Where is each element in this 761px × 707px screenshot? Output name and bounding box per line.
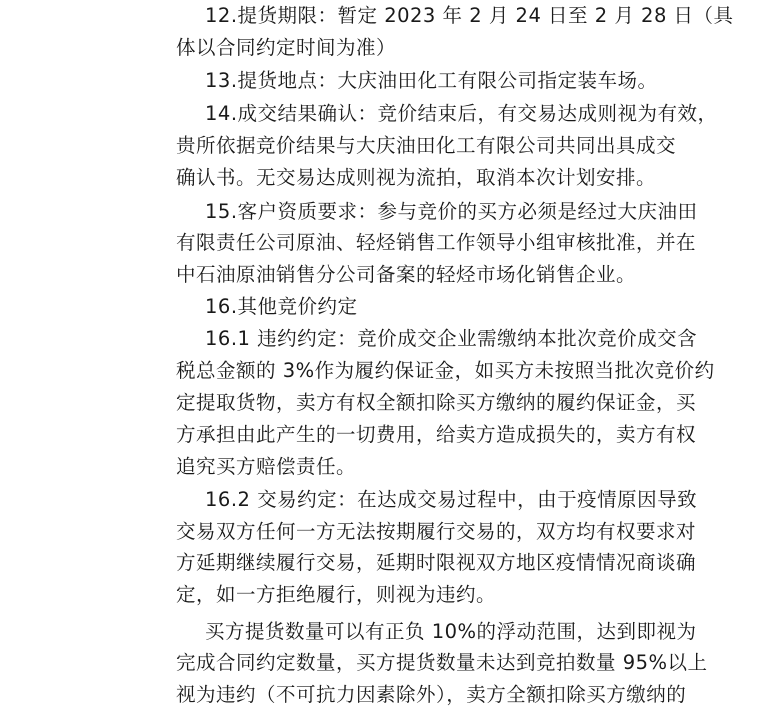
text-line: 定提取货物，卖方有权全额扣除买方缴纳的履约保证金，买 <box>176 391 697 414</box>
text-line: 税总金额的 3%作为履约保证金，如买方未按照当批次竞价约 <box>176 359 715 382</box>
text-line: 12.提货期限：暂定 2023 年 2 月 24 日至 2 月 28 日（具 <box>205 4 734 27</box>
section-heading: 16.其他竞价约定 <box>205 295 358 318</box>
text-line: 追究买方赔偿责任。 <box>176 455 357 478</box>
text-line: 16.2 交易约定：在达成交易过程中，由于疫情原因导致 <box>205 488 698 511</box>
text-line: 14.成交结果确认：竞价结束后，有交易达成则视为有效， <box>205 102 718 125</box>
text-line: 交易双方任何一方无法按期履行交易的，双方均有权要求对 <box>176 520 697 543</box>
text-line: 确认书。无交易达成则视为流拍，取消本次计划安排。 <box>176 166 657 189</box>
text-line: 贵所依据竞价结果与大庆油田化工有限公司共同出具成交 <box>176 134 677 157</box>
text-line: 体以合同约定时间为准） <box>176 36 397 59</box>
text-line: 中石油原油销售分公司备案的轻烃市场化销售企业。 <box>176 263 637 286</box>
text-line: 方延期继续履行交易，延期时限视双方地区疫情情况商谈确 <box>176 551 697 574</box>
text-line: 方承担由此产生的一切费用，给卖方造成损失的，卖方有权 <box>176 423 697 446</box>
text-line: 视为违约（不可抗力因素除外），卖方全额扣除买方缴纳的 <box>176 683 687 706</box>
text-line: 定，如一方拒绝履行，则视为违约。 <box>176 583 497 606</box>
text-line: 买方提货数量可以有正负 10%的浮动范围，达到即视为 <box>205 620 697 643</box>
text-line: 15.客户资质要求：参与竞价的买方必须是经过大庆油田 <box>205 200 698 223</box>
text-line: 16.1 违约约定：竞价成交企业需缴纳本批次竞价成交含 <box>205 327 698 350</box>
text-line: 完成合同约定数量，买方提货数量未达到竞拍数量 95%以上 <box>176 651 708 674</box>
text-line: 13.提货地点：大庆油田化工有限公司指定装车场。 <box>205 69 658 92</box>
text-line: 有限责任公司原油、轻烃销售工作领导小组审核批准，并在 <box>176 231 697 254</box>
